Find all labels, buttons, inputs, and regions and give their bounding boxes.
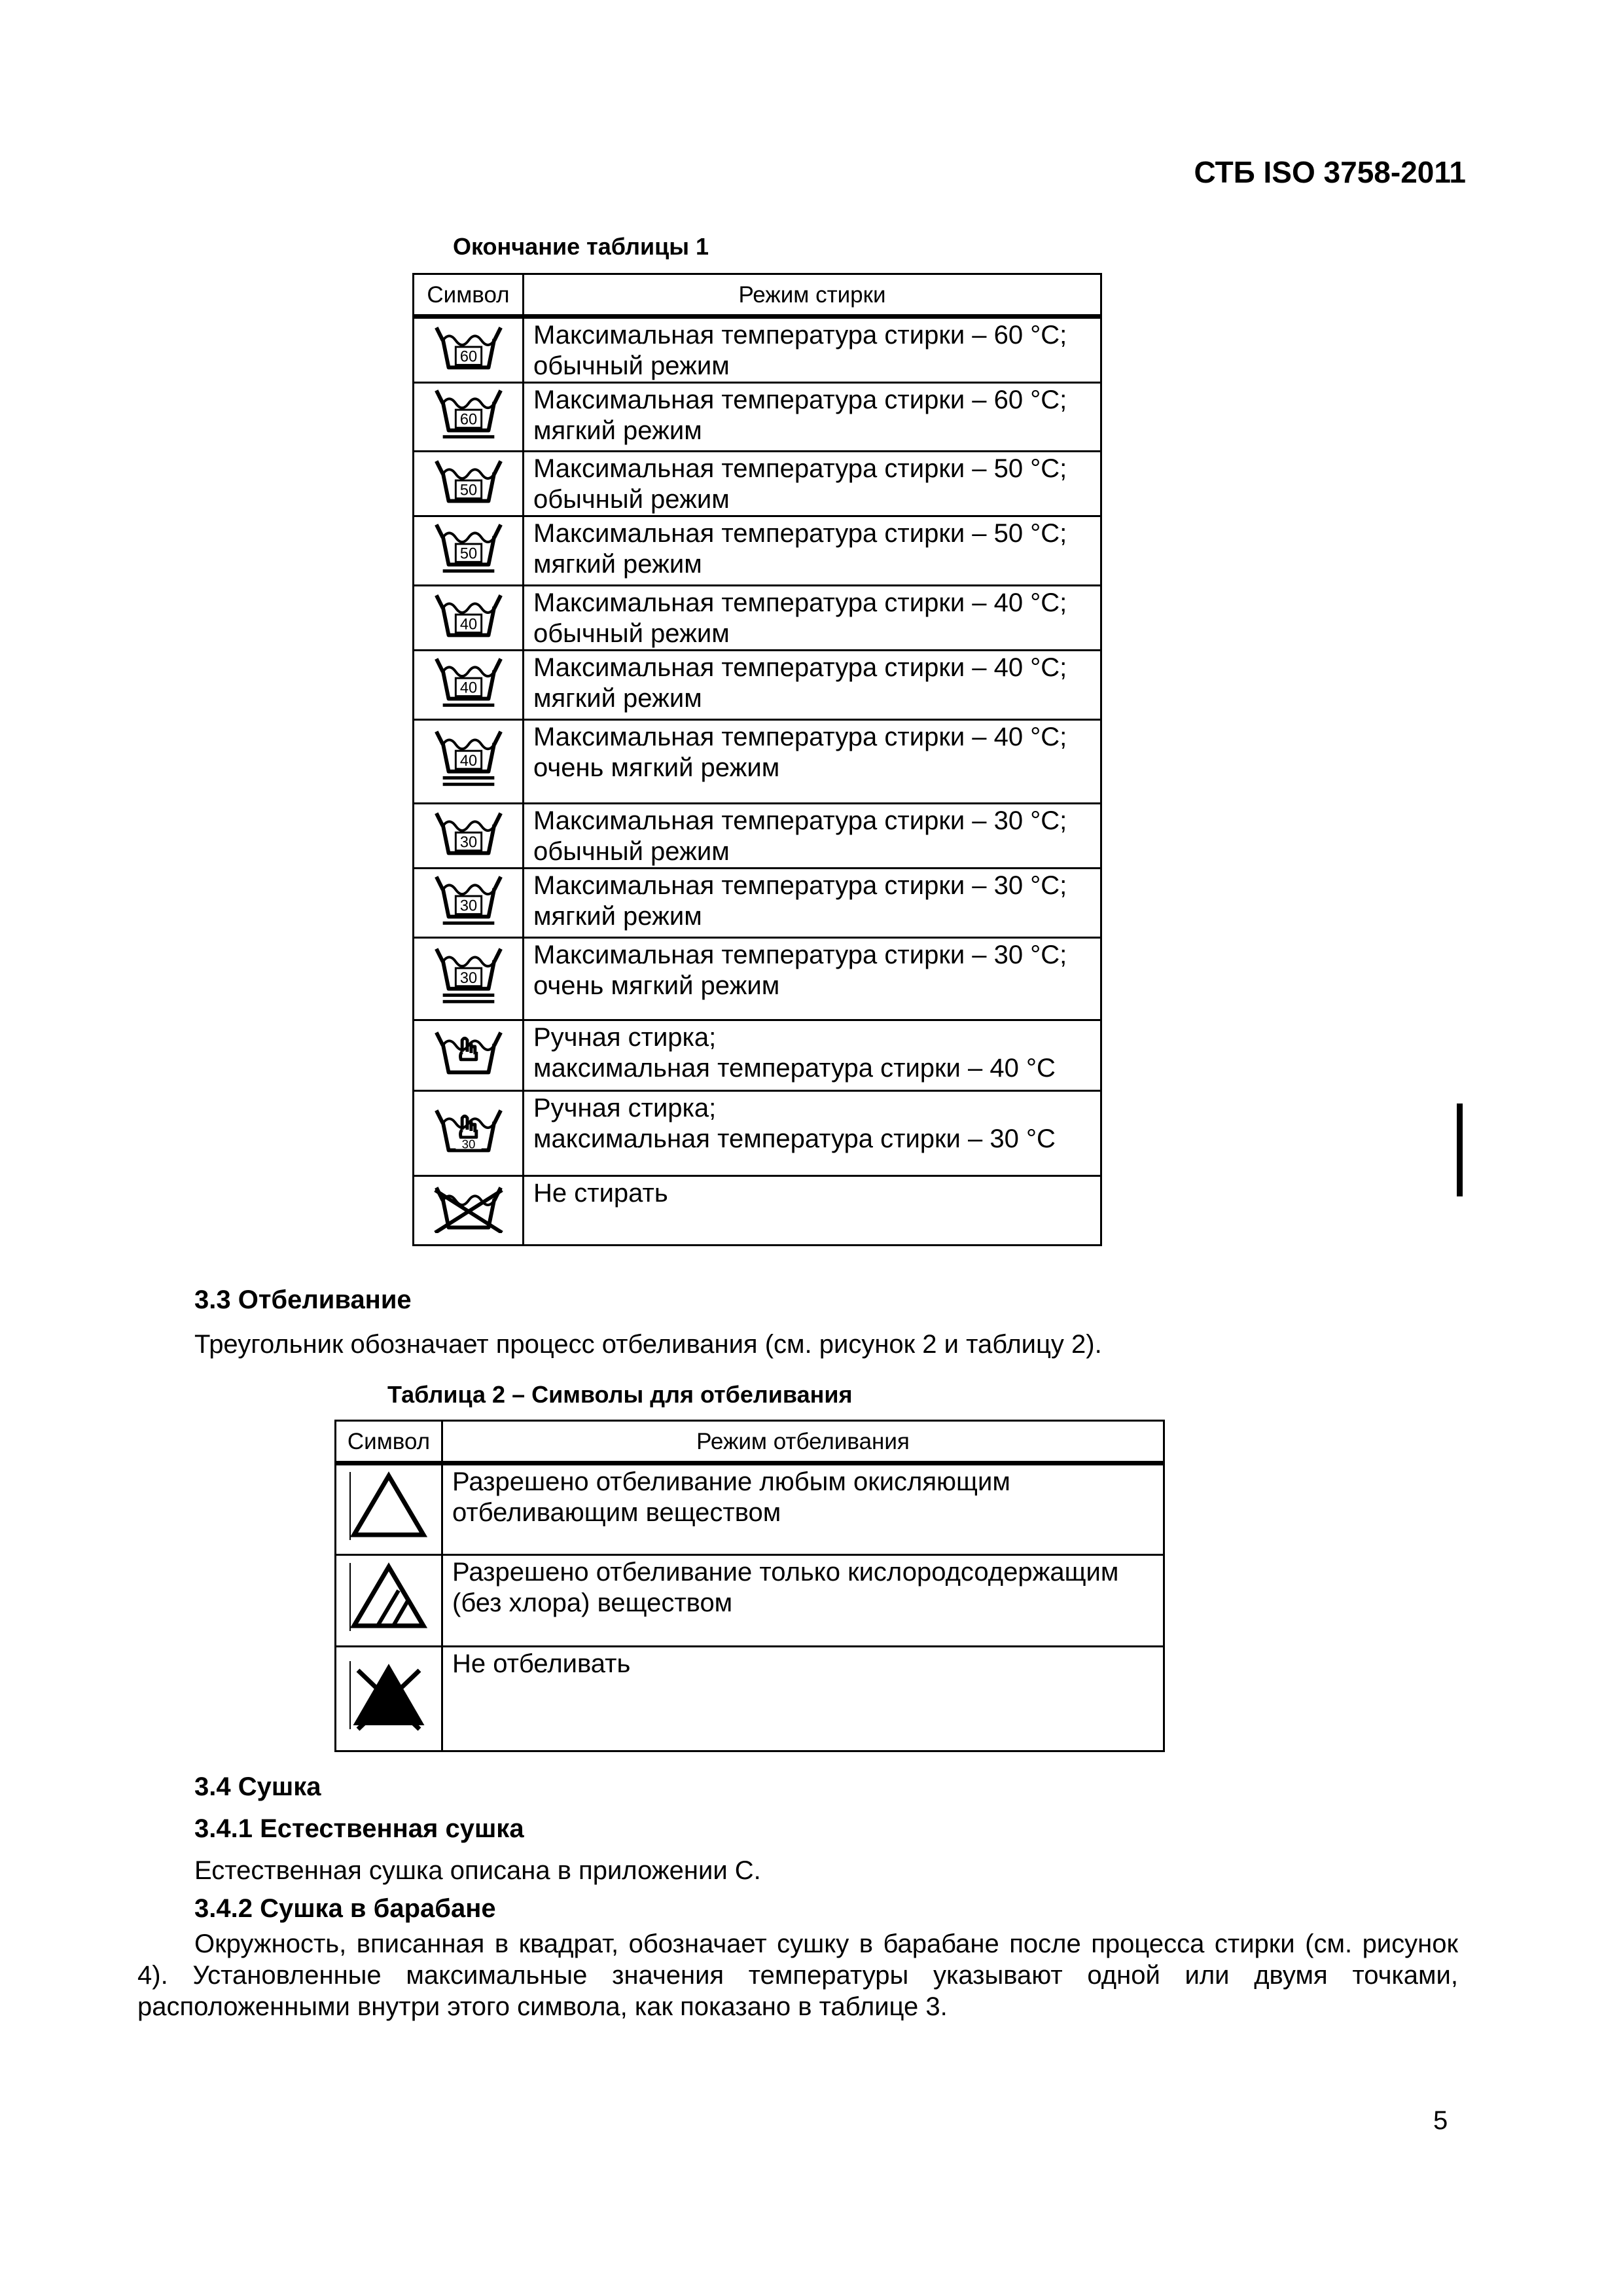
description-line-2: мягкий режим	[533, 902, 702, 931]
description-cell	[524, 720, 1101, 804]
description-line-2: очень мягкий режим	[533, 971, 780, 1000]
wash-tub-30-icon	[430, 836, 507, 865]
symbol-cell	[414, 720, 524, 804]
description-line-2: обычный режим	[533, 351, 730, 380]
symbol-cell	[336, 1647, 442, 1751]
table-row	[414, 586, 1101, 651]
table-row	[414, 317, 1101, 383]
table-row	[414, 383, 1101, 452]
section-heading-drying: 3.4 Сушка	[194, 1772, 321, 1801]
description-line-2: мягкий режим	[533, 684, 702, 713]
description-cell	[442, 1555, 1164, 1647]
symbol-cell	[414, 869, 524, 938]
svg-text:60: 60	[459, 348, 477, 366]
svg-text:40: 40	[459, 616, 477, 634]
table-row	[414, 869, 1101, 938]
column-header-symbol: Символ	[414, 274, 524, 317]
table-row	[414, 804, 1101, 869]
symbol-cell	[414, 938, 524, 1020]
table2-caption: Таблица 2 – Символы для отбеливания	[387, 1381, 853, 1408]
symbol-cell	[414, 1091, 524, 1176]
wash-tub-50-icon	[430, 484, 507, 512]
description-cell	[524, 1020, 1101, 1091]
description-line-2: мягкий режим	[533, 550, 702, 579]
table-row	[336, 1463, 1164, 1555]
description-cell	[524, 1091, 1101, 1176]
description-line-1: Не стирать	[533, 1179, 668, 1208]
description-line-2: максимальная температура стирки – 30 °C	[533, 1124, 1056, 1153]
svg-text:30: 30	[459, 969, 477, 987]
bleaching-intro-text: Треугольник обозначает процесс отбеливания (см. рисунок 2 и таблицу 2).	[194, 1330, 1102, 1359]
description-line-2: очень мягкий режим	[533, 753, 780, 782]
table-row	[414, 720, 1101, 804]
column-header-symbol: Символ	[336, 1421, 442, 1463]
symbol-cell	[414, 317, 524, 383]
table-row	[336, 1555, 1164, 1647]
description-line-1: Максимальная температура стирки – 30 °C;	[533, 941, 1067, 969]
description-line-1: Максимальная температура стирки – 50 °C;	[533, 454, 1067, 483]
do-not-bleach-icon	[346, 1712, 431, 1740]
column-header-bleach-mode: Режим отбеливания	[442, 1421, 1164, 1463]
table-header-row	[336, 1421, 1164, 1463]
change-bar	[1457, 1103, 1463, 1196]
description-line-1: Максимальная температура стирки – 40 °C;	[533, 653, 1067, 682]
description-cell	[524, 586, 1101, 651]
table-row	[414, 651, 1101, 720]
description-cell	[524, 452, 1101, 516]
subsection-heading-natural-drying: 3.4.1 Естественная сушка	[194, 1814, 524, 1843]
table-row	[414, 938, 1101, 1020]
symbol-cell	[414, 1176, 524, 1246]
description-cell	[524, 938, 1101, 1020]
description-line-1: Максимальная температура стирки – 40 °C;	[533, 723, 1067, 751]
description-line-1: Максимальная температура стирки – 60 °C;	[533, 386, 1067, 414]
description-line-1: Не отбеливать	[452, 1649, 631, 1678]
bleach-any-icon	[346, 1522, 431, 1551]
description-line-2: обычный режим	[533, 485, 730, 514]
description-line-2: максимальная температура стирки – 40 °C	[533, 1054, 1056, 1083]
description-cell	[524, 651, 1101, 720]
description-cell	[524, 869, 1101, 938]
wash-tub-30-very-gentle-icon	[430, 969, 507, 1014]
symbol-cell	[414, 516, 524, 586]
description-line-1: Максимальная температура стирки – 30 °C;	[533, 871, 1067, 900]
subsection-heading-tumble-drying: 3.4.2 Сушка в барабане	[194, 1894, 496, 1923]
description-line-1: Разрешено отбеливание только кислородсодержащим	[452, 1558, 1119, 1587]
description-line-1: Максимальная температура стирки – 30 °C;	[533, 806, 1067, 835]
do-not-wash-icon	[430, 1210, 507, 1239]
wash-tub-60-gentle-icon	[430, 411, 507, 449]
svg-text:40: 40	[459, 679, 477, 697]
table-row	[414, 1020, 1101, 1091]
description-line-1: Ручная стирка;	[533, 1094, 717, 1122]
svg-text:40: 40	[459, 752, 477, 770]
wash-tub-40-icon	[430, 618, 507, 647]
svg-text:50: 50	[459, 482, 477, 499]
description-line-2: мягкий режим	[533, 416, 702, 445]
description-line-1: Максимальная температура стирки – 60 °C;	[533, 321, 1067, 350]
description-cell	[524, 516, 1101, 586]
symbol-cell	[336, 1463, 442, 1555]
tumble-drying-text: Окружность, вписанная в квадрат, обозначает сушку в барабане после процесса стирки (см. рисунок 4). Установленные максимальные значения температуры указывают одной или двумя точками, расположенными внутри этого символа, как показано в таблице 3.	[137, 1929, 1458, 2021]
symbol-cell	[414, 1020, 524, 1091]
table-row	[414, 516, 1101, 586]
column-header-wash-mode: Режим стирки	[524, 274, 1101, 317]
description-line-2: обычный режим	[533, 619, 730, 648]
document-code: СТБ ISO 3758-2011	[1194, 155, 1466, 189]
svg-text:30: 30	[459, 897, 477, 915]
table1-caption: Окончание таблицы 1	[453, 233, 709, 260]
page-number: 5	[1433, 2106, 1448, 2135]
section-heading-bleaching: 3.3 Отбеливание	[194, 1285, 412, 1314]
description-line-2: (без хлора) веществом	[452, 1588, 733, 1617]
wash-tub-30-gentle-icon	[430, 897, 507, 935]
description-line-1: Ручная стирка;	[533, 1023, 717, 1052]
hand-wash-30-icon	[430, 1133, 507, 1162]
symbol-cell	[414, 452, 524, 516]
wash-tub-40-very-gentle-icon	[430, 752, 507, 797]
wash-tub-40-gentle-icon	[430, 679, 507, 717]
description-cell	[442, 1647, 1164, 1751]
svg-text:30: 30	[461, 1137, 475, 1151]
table-row	[336, 1647, 1164, 1751]
wash-tub-60-icon	[430, 350, 507, 379]
symbol-cell	[414, 651, 524, 720]
svg-text:60: 60	[459, 411, 477, 429]
description-cell	[524, 804, 1101, 869]
symbol-cell	[414, 586, 524, 651]
table-header-row	[414, 274, 1101, 317]
description-line-1: Максимальная температура стирки – 40 °C;	[533, 588, 1067, 617]
svg-text:50: 50	[459, 545, 477, 563]
hand-wash-40-icon	[430, 1055, 507, 1084]
svg-text:30: 30	[459, 834, 477, 852]
table-row	[414, 1091, 1101, 1176]
description-cell	[442, 1463, 1164, 1555]
washing-symbols-table	[412, 273, 1102, 1246]
table-row	[414, 1176, 1101, 1246]
description-cell	[524, 1176, 1101, 1246]
symbol-cell	[336, 1555, 442, 1647]
description-line-1: Максимальная температура стирки – 50 °C;	[533, 519, 1067, 548]
description-line-1: Разрешено отбеливание любым окисляющим	[452, 1467, 1010, 1496]
symbol-cell	[414, 804, 524, 869]
natural-drying-text: Естественная сушка описана в приложении С.	[194, 1856, 761, 1885]
description-cell	[524, 317, 1101, 383]
bleach-non-chlorine-icon	[346, 1613, 431, 1642]
table-row	[414, 452, 1101, 516]
description-cell	[524, 383, 1101, 452]
description-line-2: отбеливающим веществом	[452, 1498, 781, 1527]
bleaching-symbols-table	[334, 1420, 1165, 1752]
symbol-cell	[414, 383, 524, 452]
wash-tub-50-gentle-icon	[430, 545, 507, 583]
description-line-2: обычный режим	[533, 837, 730, 866]
